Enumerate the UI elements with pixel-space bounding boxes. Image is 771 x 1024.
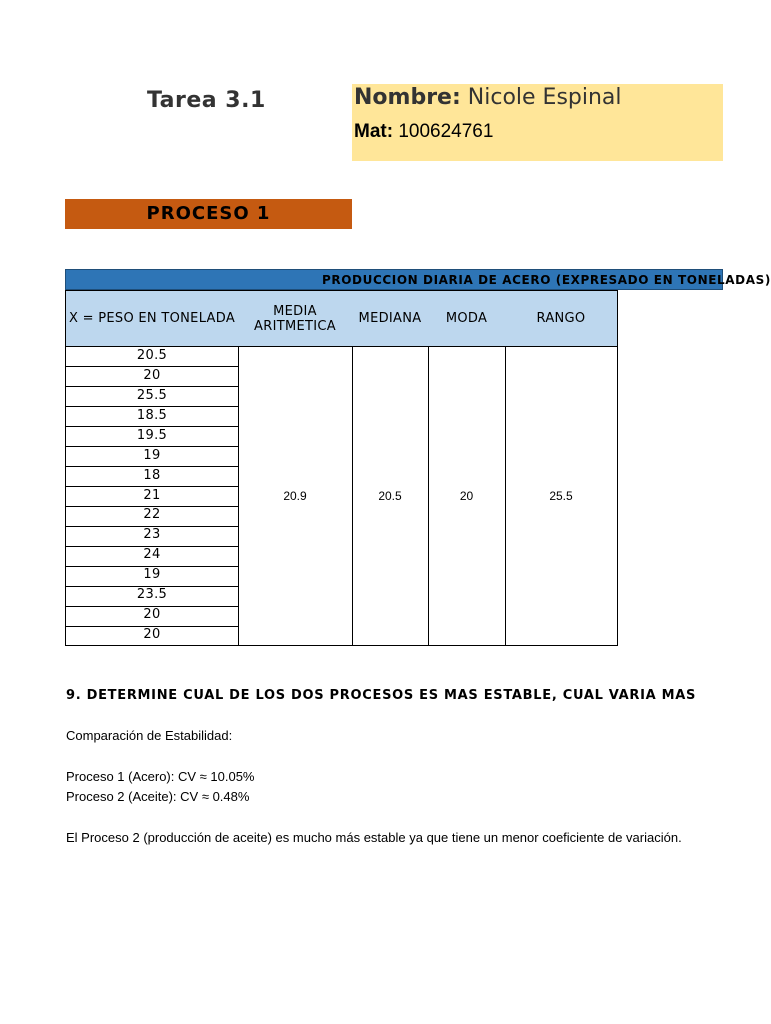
proceso2-cv: Proceso 2 (Aceite): CV ≈ 0.48% bbox=[66, 789, 250, 804]
mat-line bbox=[354, 120, 493, 144]
table-row-x-value: 19 bbox=[65, 447, 239, 467]
comparison-title: Comparación de Estabilidad: bbox=[66, 728, 233, 743]
column-header-rango: RANGO bbox=[505, 290, 618, 347]
table-row-x-value: 20 bbox=[65, 626, 239, 646]
page-title: Tarea 3.1 bbox=[147, 88, 266, 113]
table-row-x-value: 25.5 bbox=[65, 387, 239, 407]
table-row-x-value: 23.5 bbox=[65, 586, 239, 606]
table-row-x-value: 18 bbox=[65, 467, 239, 487]
table-row-x-value: 20 bbox=[65, 367, 239, 387]
conclusion-text: El Proceso 2 (producción de aceite) es mucho más estable ya que tiene un menor coeficiente de variación. bbox=[66, 830, 682, 845]
mat-value: 100624761 bbox=[398, 121, 494, 142]
media-value-cell: 20.9 bbox=[238, 347, 353, 646]
table-row-x-value: 24 bbox=[65, 546, 239, 566]
name-value: Nicole Espinal bbox=[467, 85, 622, 110]
table-title-bar bbox=[65, 269, 771, 290]
mediana-value-cell: 20.5 bbox=[352, 347, 429, 646]
rango-value-cell: 25.5 bbox=[505, 347, 618, 646]
moda-value-cell: 20 bbox=[428, 347, 506, 646]
column-header-x: X = PESO EN TONELADA bbox=[65, 290, 239, 347]
column-header-media: MEDIA ARITMETICA bbox=[238, 290, 353, 347]
question-text: 9. DETERMINE CUAL DE LOS DOS PROCESOS ES MAS ESTABLE, CUAL VARIA MAS bbox=[66, 688, 697, 703]
table-row-x-value: 19 bbox=[65, 566, 239, 586]
proceso1-cv: Proceso 1 (Acero): CV ≈ 10.05% bbox=[66, 769, 255, 784]
name-label: Nombre: bbox=[354, 85, 461, 110]
table-row-x-value: 20.5 bbox=[65, 347, 239, 367]
student-info-box bbox=[352, 84, 723, 161]
table-row-x-value: 18.5 bbox=[65, 407, 239, 427]
mat-label: Mat: bbox=[354, 121, 394, 142]
section-label: PROCESO 1 bbox=[65, 199, 352, 229]
table-row-x-value: 23 bbox=[65, 526, 239, 546]
column-header-moda: MODA bbox=[428, 290, 506, 347]
column-header-mediana: MEDIANA bbox=[352, 290, 429, 347]
table-title: PRODUCCION DIARIA DE ACERO (EXPRESADO EN TONELADAS) bbox=[322, 273, 771, 287]
table-row-x-value: 21 bbox=[65, 487, 239, 507]
table-row-x-value: 19.5 bbox=[65, 427, 239, 447]
table-row-x-value: 20 bbox=[65, 606, 239, 626]
table-row-x-value: 22 bbox=[65, 506, 239, 526]
name-line bbox=[354, 84, 622, 112]
